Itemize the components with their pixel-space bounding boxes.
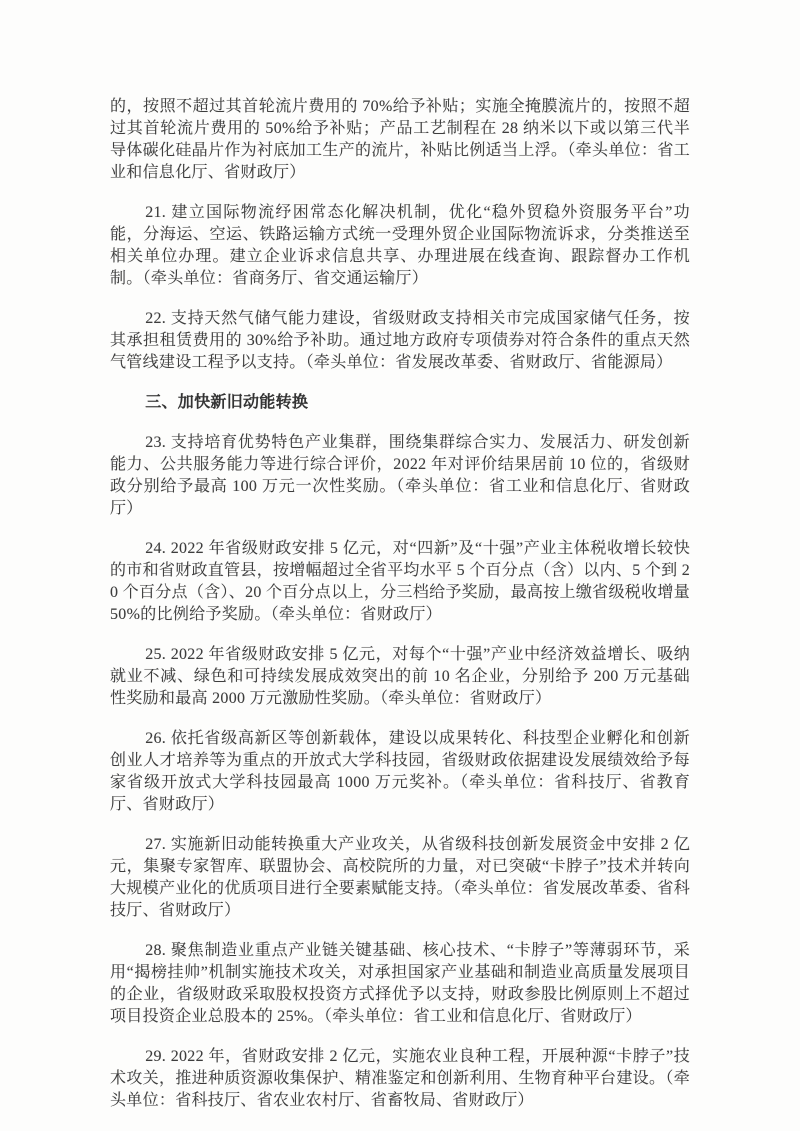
document-body: [110, 96, 690, 1130]
paragraph-item-22: 22. 支持天然气储气能力建设，省级财政支持相关市完成国家储气任务，按其承担租赁费用的 30%给予补助。通过地方政府专项债券对符合条件的重点天然气管线建设工程予以支持。（牵头单位：省发展改革委、省财政厅、省能源局）: [110, 310, 690, 371]
paragraph-item-26: 26. 依托省级高新区等创新载体，建设以成果转化、科技型企业孵化和创新创业人才培养等为重点的开放式大学科技园，省级财政依据建设发展绩效给予每家省级开放式大学科技园最高 1000 万元奖补。（牵头单位：省科技厅、省教育厅、省财政厅）: [110, 730, 690, 813]
paragraph-item-25: 25. 2022 年省级财政安排 5 亿元，对每个“十强”产业中经济效益增长、吸纳就业不减、绿色和可持续发展成效突出的前 10 名企业，分别给予 200 万元基础性奖励和最高 2000 万元激励性奖励。（牵头单位：省财政厅）: [110, 646, 690, 707]
paragraph-item-27: 27. 实施新旧动能转换重大产业攻关，从省级科技创新发展资金中安排 2 亿元，集聚专家智库、联盟协会、高校院所的力量，对已突破“卡脖子”技术并转向大规模产业化的优质项目进行全要素赋能支持。（牵头单位：省发展改革委、省科技厅、省财政厅）: [110, 836, 690, 919]
paragraph-item-20-continuation: 的，按照不超过其首轮流片费用的 70%给予补贴；实施全掩膜流片的，按照不超过其首轮流片费用的 50%给予补贴；产品工艺制程在 28 纳米以下或以第三代半导体碳化硅晶片作为衬底加工生产的流片，补贴比例适当上浮。（牵头单位：省工业和信息化厅、省财政厅）: [110, 98, 690, 181]
paragraph-item-24: 24. 2022 年省级财政安排 5 亿元，对“四新”及“十强”产业主体税收增长较快的市和省财政直管县，按增幅超过全省平均水平 5 个百分点（含）以内、5 个到 20 个百分点（含）、20 个百分点以上，分三档给予奖励，最高按上缴省级税收增量 50%的比例给予奖励。（牵头单位：省财政厅）: [110, 540, 691, 623]
section-heading-3: 三、加快新旧动能转换: [145, 394, 309, 411]
paragraph-item-21: 21. 建立国际物流纾困常态化解决机制，优化“稳外贸稳外资服务平台”功能，分海运、空运、铁路运输方式统一受理外贸企业国际物流诉求，分类推送至相关单位办理。建立企业诉求信息共享、办理进展在线查询、跟踪督办工作机制。（牵头单位：省商务厅、省交通运输厅）: [110, 204, 690, 287]
paragraph-item-23: 23. 支持培育优势特色产业集群，围绕集群综合实力、发展活力、研发创新能力、公共服务能力等进行综合评价，2022 年对评价结果居前 10 位的，省级财政分别给予最高 100 万元一次性奖励。（牵头单位：省工业和信息化厅、省财政厅）: [110, 434, 690, 517]
paragraph-item-28: 28. 聚焦制造业重点产业链关键基础、核心技术、“卡脖子”等薄弱环节，采用“揭榜挂帅”机制实施技术攻关，对承担国家产业基础和制造业高质量发展项目的企业，省级财政采取股权投资方式择优予以支持，财政参股比例原则上不超过项目投资企业总股本的 25%。（牵头单位：省工业和信息化厅、省财政厅）: [110, 942, 690, 1025]
paragraph-item-29: 29. 2022 年，省财政安排 2 亿元，实施农业良种工程，开展种源“卡脖子”技术攻关，推进种质资源收集保护、精准鉴定和创新利用、生物育种平台建设。（牵头单位：省科技厅、省农业农村厅、省畜牧局、省财政厅）: [110, 1048, 690, 1109]
